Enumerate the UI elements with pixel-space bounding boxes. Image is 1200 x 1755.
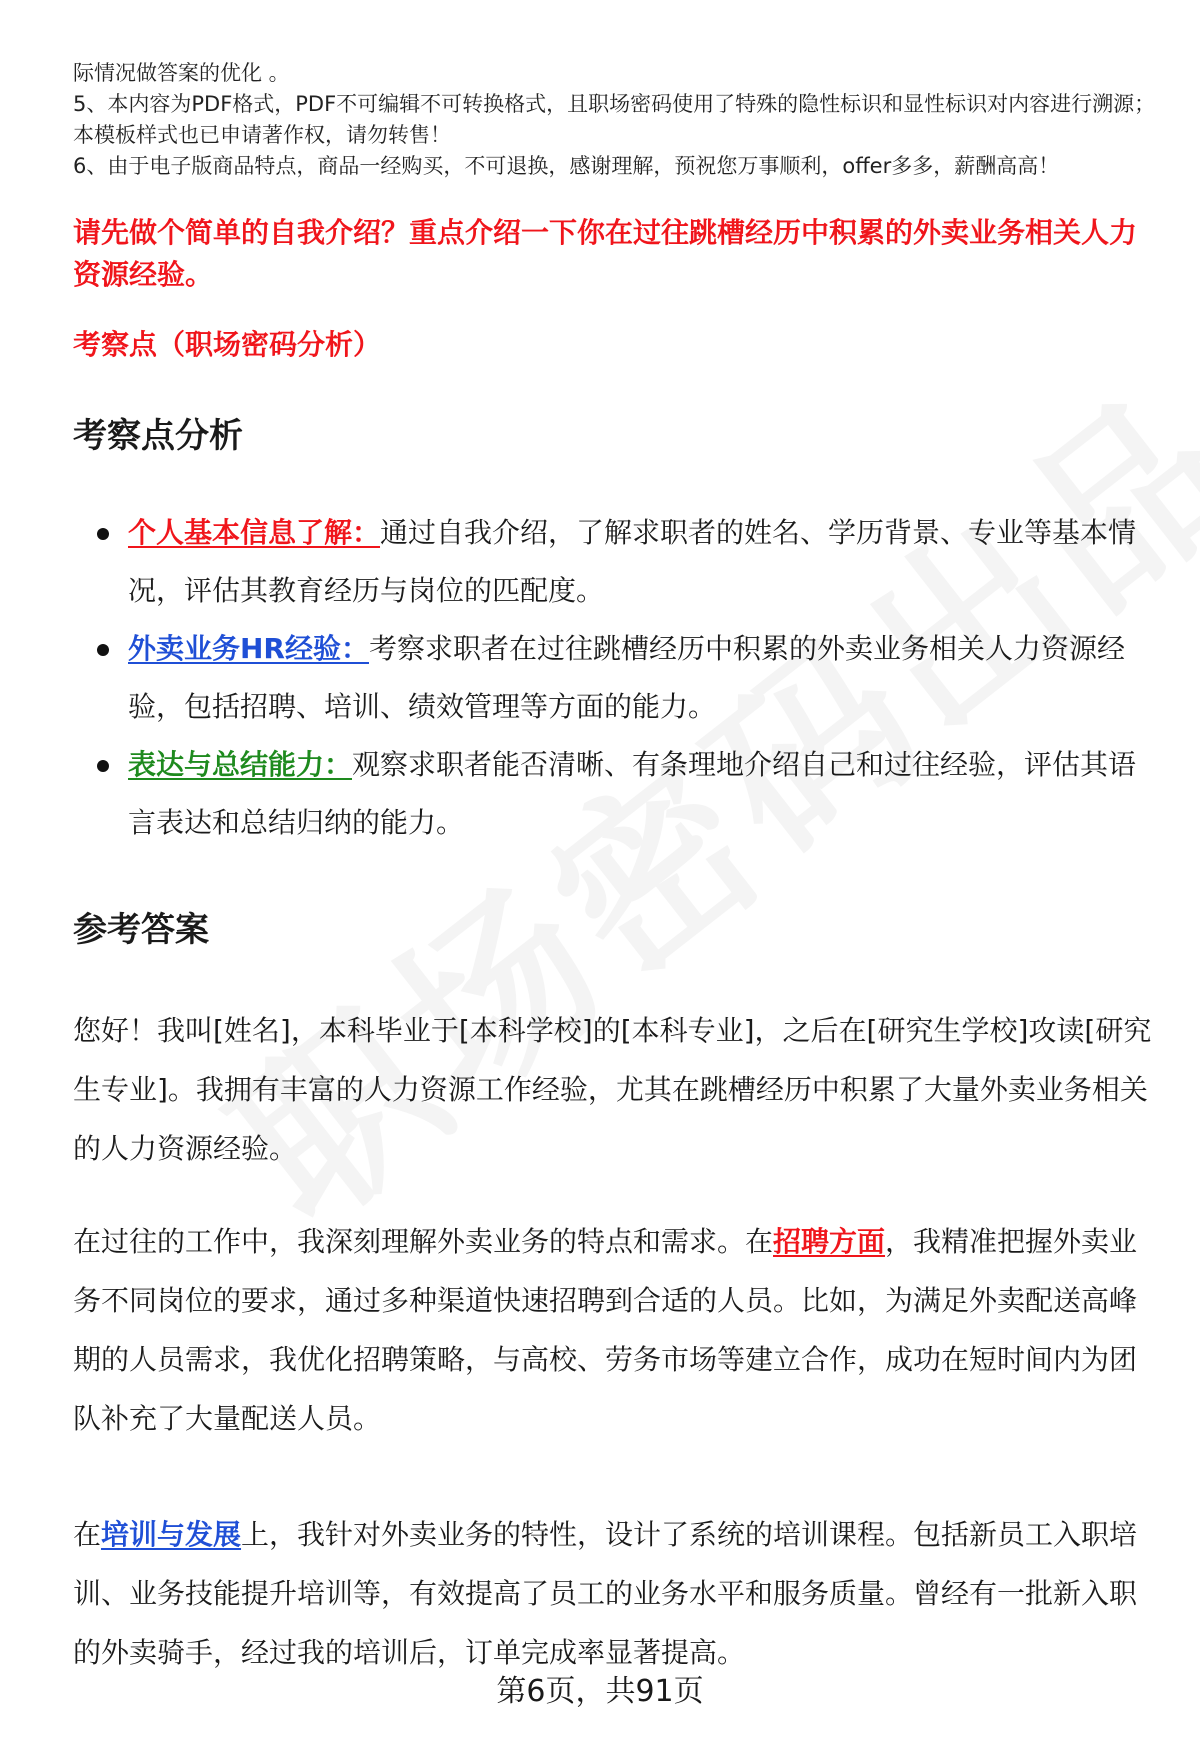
- notice-notes: [73, 58, 1163, 182]
- answer-paragraph: 您好！我叫[姓名]，本科毕业于[本科学校]的[本科专业]，之后在[研究生学校]攻读[研究生专业]。我拥有丰富的人力资源工作经验，尤其在跳槽经历中积累了大量外卖业务相关的人力资源经验。: [73, 1014, 1152, 1165]
- notice-line: 6、由于电子版商品特点，商品一经购买，不可退换，感谢理解，预祝您万事顺利，offer多多，薪酬高高！: [73, 154, 1060, 178]
- assessment-label: 考察点（职场密码分析）: [73, 328, 382, 361]
- assessment-point-text: 考察求职者在过往跳槽经历中积累的外卖业务相关人力资源经验，包括招聘、培训、绩效管理等方面的能力。: [128, 632, 1126, 723]
- assessment-point-text: 通过自我介绍，了解求职者的姓名、学历背景、专业等基本情况，评估其教育经历与岗位的匹配度。: [128, 516, 1137, 607]
- answer-heading: 参考答案: [73, 910, 209, 950]
- notice-line: 际情况做答案的优化 。: [73, 61, 290, 85]
- assessment-point-term: 外卖业务HR经验：: [128, 632, 369, 665]
- answer-text: 在过往的工作中，我深刻理解外卖业务的特点和需求。在: [73, 1225, 774, 1258]
- page-number-footer: 第6页，共91页: [496, 1674, 704, 1709]
- bullet-dot-icon: [97, 528, 109, 540]
- answer-paragraph: [73, 1505, 1163, 1682]
- answer-text: 上，我针对外卖业务的特性，设计了系统的培训课程。包括新员工入职培训、业务技能提升培训等，有效提高了员工的业务水平和服务质量。曾经有一批新入职的外卖骑手，经过我的培训后，订单完成率显著提高。: [73, 1518, 1138, 1669]
- bullet-dot-icon: [97, 644, 109, 656]
- answer-text: ，我精准把握外卖业务不同岗位的要求，通过多种渠道快速招聘到合适的人员。比如，为满足外卖配送高峰期的人员需求，我优化招聘策略，与高校、劳务市场等建立合作，成功在短时间内为团队补充了大量配送人员。: [73, 1225, 1138, 1435]
- assessment-point-term: 个人基本信息了解：: [128, 516, 381, 549]
- assessment-point-term: 表达与总结能力：: [128, 748, 353, 781]
- assessment-point-text: 观察求职者能否清晰、有条理地介绍自己和过往经验，评估其语言表达和总结归纳的能力。: [128, 748, 1137, 839]
- answer-highlight-training: 培训与发展: [101, 1518, 242, 1551]
- analysis-heading: 考察点分析: [73, 416, 243, 456]
- bullet-dot-icon: [97, 760, 109, 772]
- answer-highlight-recruitment: 招聘方面: [773, 1225, 886, 1258]
- answer-text: 在: [73, 1518, 102, 1551]
- interview-question: 请先做个简单的自我介绍？重点介绍一下你在过往跳槽经历中积累的外卖业务相关人力资源经验。: [73, 216, 1138, 291]
- notice-line: 5、本内容为PDF格式，PDF不可编辑不可转换格式，且职场密码使用了特殊的隐性标识和显性标识对内容进行溯源；本模板样式也已申请著作权，请勿转售！: [73, 92, 1156, 147]
- assessment-point: [73, 620, 1163, 736]
- assessment-point: [73, 736, 1163, 852]
- answer-paragraph: [73, 1212, 1163, 1448]
- assessment-point: [73, 504, 1163, 620]
- assessment-points-list: [73, 504, 1163, 852]
